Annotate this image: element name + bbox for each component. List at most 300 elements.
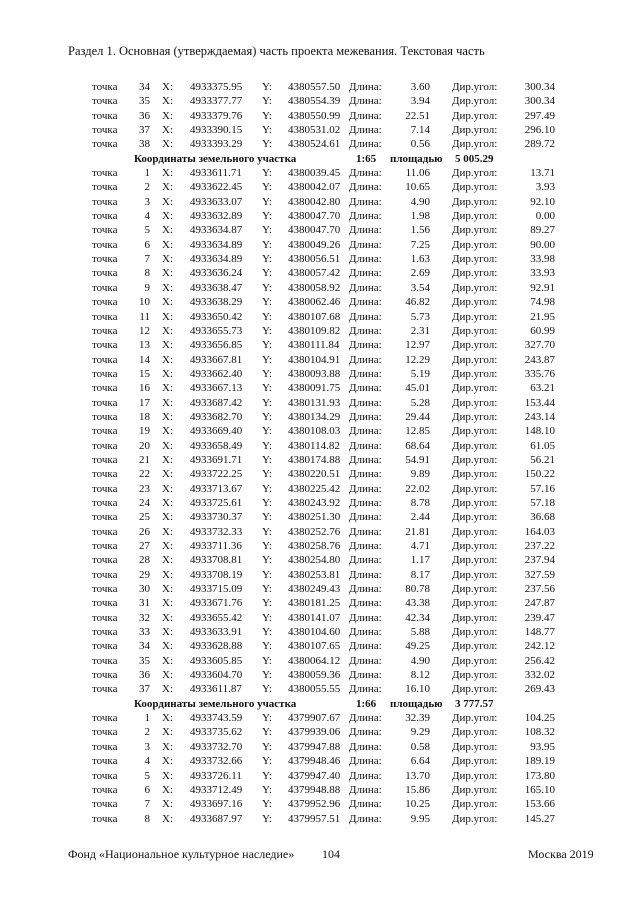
x-value: 4933611.71 xyxy=(190,167,242,180)
dir-angle-value: 21.95 xyxy=(530,310,555,323)
length-label: Длина: xyxy=(349,654,382,667)
y-label: Y: xyxy=(262,611,272,624)
y-value: 4380131.93 xyxy=(288,396,341,409)
dir-angle-label: Дир.угол: xyxy=(452,410,498,423)
point-number: 4 xyxy=(144,755,150,768)
length-label: Длина: xyxy=(349,740,382,753)
y-value: 4380557.50 xyxy=(288,81,341,93)
x-value: 4933669.40 xyxy=(190,425,243,438)
point-label: точка xyxy=(92,396,118,409)
length-value: 42.34 xyxy=(405,611,430,624)
length-value: 1.17 xyxy=(410,554,430,567)
point-label: точка xyxy=(92,755,118,768)
dir-angle-value: 61.05 xyxy=(530,439,555,452)
y-value: 4380042.07 xyxy=(288,181,341,194)
length-value: 5.73 xyxy=(410,310,430,323)
table-row xyxy=(0,381,628,395)
table-row xyxy=(0,812,628,826)
point-number: 31 xyxy=(139,597,150,610)
x-value: 4933628.88 xyxy=(190,640,243,653)
point-label: точка xyxy=(92,640,118,653)
length-label: Длина: xyxy=(349,726,382,739)
point-number: 19 xyxy=(139,425,150,438)
table-row xyxy=(0,123,628,137)
length-value: 0.56 xyxy=(410,138,430,151)
dir-angle-value: 93.95 xyxy=(530,740,555,753)
x-label: X: xyxy=(162,726,173,739)
length-value: 10.65 xyxy=(405,181,430,194)
y-value: 4380057.42 xyxy=(288,267,341,280)
point-label: точка xyxy=(92,195,118,208)
point-label: точка xyxy=(92,210,118,223)
y-label: Y: xyxy=(262,812,272,825)
dir-angle-value: 237.94 xyxy=(524,554,555,567)
dir-angle-value: 57.16 xyxy=(530,482,555,495)
table-row xyxy=(0,797,628,811)
point-number: 9 xyxy=(144,281,150,294)
length-value: 22.51 xyxy=(405,109,430,122)
point-label: точка xyxy=(92,124,118,137)
dir-angle-value: 92.10 xyxy=(530,195,555,208)
point-number: 23 xyxy=(139,482,150,495)
y-label: Y: xyxy=(262,439,272,452)
x-value: 4933732.66 xyxy=(190,755,243,768)
length-label: Длина: xyxy=(349,382,382,395)
y-label: Y: xyxy=(262,482,272,495)
point-label: точка xyxy=(92,267,118,280)
point-label: точка xyxy=(92,281,118,294)
point-label: точка xyxy=(92,367,118,380)
point-number: 24 xyxy=(139,496,150,509)
length-label: Длина: xyxy=(349,712,382,725)
x-label: X: xyxy=(162,439,173,452)
length-label: Длина: xyxy=(349,353,382,366)
y-label: Y: xyxy=(262,310,272,323)
y-label: Y: xyxy=(262,181,272,194)
table-row xyxy=(0,625,628,639)
length-label: Длина: xyxy=(349,167,382,180)
dir-angle-label: Дир.угол: xyxy=(452,726,498,739)
y-label: Y: xyxy=(262,124,272,137)
x-label: X: xyxy=(162,124,173,137)
dir-angle-label: Дир.угол: xyxy=(452,783,498,796)
y-label: Y: xyxy=(262,224,272,237)
table-row xyxy=(0,80,628,94)
dir-angle-label: Дир.угол: xyxy=(452,755,498,768)
y-value: 4380524.61 xyxy=(288,138,341,151)
dir-angle-label: Дир.угол: xyxy=(452,626,498,639)
x-value: 4933622.45 xyxy=(190,181,243,194)
dir-angle-label: Дир.угол: xyxy=(452,138,498,151)
table-row xyxy=(0,424,628,438)
table-row xyxy=(0,223,628,237)
dir-angle-value: 300.34 xyxy=(524,95,555,108)
point-label: точка xyxy=(92,310,118,323)
x-label: X: xyxy=(162,138,173,151)
dir-angle-value: 332.02 xyxy=(524,669,555,682)
x-value: 4933633.07 xyxy=(190,195,243,208)
x-label: X: xyxy=(162,640,173,653)
x-label: X: xyxy=(162,740,173,753)
parcel-section-header xyxy=(0,152,628,166)
point-label: точка xyxy=(92,95,118,108)
length-label: Длина: xyxy=(349,525,382,538)
length-label: Длина: xyxy=(349,540,382,552)
y-value: 4380091.75 xyxy=(288,382,341,395)
point-number: 34 xyxy=(139,640,150,653)
dir-angle-value: 57.18 xyxy=(530,496,555,509)
point-label: точка xyxy=(92,669,118,682)
table-row xyxy=(0,582,628,596)
point-label: точка xyxy=(92,568,118,581)
y-label: Y: xyxy=(262,669,272,682)
dir-angle-label: Дир.угол: xyxy=(452,238,498,251)
table-row xyxy=(0,238,628,252)
x-label: X: xyxy=(162,568,173,581)
x-label: X: xyxy=(162,281,173,294)
point-label: точка xyxy=(92,726,118,739)
x-value: 4933634.89 xyxy=(190,253,243,266)
point-label: точка xyxy=(92,654,118,667)
x-label: X: xyxy=(162,554,173,567)
footer-organization: Фонд «Национальное культурное наследие» xyxy=(68,847,295,861)
point-number: 34 xyxy=(139,81,150,93)
dir-angle-label: Дир.угол: xyxy=(452,554,498,567)
table-row xyxy=(0,295,628,309)
length-value: 80.78 xyxy=(405,583,430,596)
length-value: 3.54 xyxy=(410,281,430,294)
length-value: 4.90 xyxy=(410,195,430,208)
y-value: 4380056.51 xyxy=(288,253,341,266)
dir-angle-label: Дир.угол: xyxy=(452,281,498,294)
dir-angle-value: 150.22 xyxy=(524,468,555,481)
y-value: 4380039.45 xyxy=(288,167,341,180)
point-number: 1 xyxy=(144,712,150,725)
length-label: Длина: xyxy=(349,482,382,495)
length-value: 9.89 xyxy=(410,468,430,481)
table-row xyxy=(0,539,628,553)
point-label: точка xyxy=(92,439,118,452)
x-label: X: xyxy=(162,253,173,266)
length-label: Длина: xyxy=(349,109,382,122)
table-row xyxy=(0,209,628,223)
dir-angle-label: Дир.угол: xyxy=(452,525,498,538)
x-value: 4933708.81 xyxy=(190,554,243,567)
dir-angle-value: 296.10 xyxy=(524,124,555,137)
y-value: 4380055.55 xyxy=(288,683,341,696)
dir-angle-value: 89.27 xyxy=(530,224,555,237)
x-value: 4933611.87 xyxy=(190,683,242,696)
point-label: точка xyxy=(92,712,118,725)
x-value: 4933605.85 xyxy=(190,654,243,667)
x-value: 4933379.76 xyxy=(190,109,243,122)
y-label: Y: xyxy=(262,95,272,108)
dir-angle-label: Дир.угол: xyxy=(452,253,498,266)
y-label: Y: xyxy=(262,712,272,725)
dir-angle-value: 0.00 xyxy=(535,210,555,223)
x-value: 4933634.87 xyxy=(190,224,243,237)
dir-angle-label: Дир.угол: xyxy=(452,740,498,753)
y-label: Y: xyxy=(262,726,272,739)
point-number: 18 xyxy=(139,410,150,423)
section-scale: 1:66 xyxy=(356,697,377,710)
y-label: Y: xyxy=(262,554,272,567)
length-label: Длина: xyxy=(349,238,382,251)
length-label: Длина: xyxy=(349,396,382,409)
section-title: Координаты земельного участка xyxy=(134,152,297,165)
dir-angle-label: Дир.угол: xyxy=(452,109,498,122)
x-value: 4933730.37 xyxy=(190,511,243,524)
y-value: 4380114.82 xyxy=(288,439,340,452)
point-label: точка xyxy=(92,583,118,596)
x-value: 4933722.25 xyxy=(190,468,243,481)
x-value: 4933708.19 xyxy=(190,568,243,581)
x-value: 4933650.42 xyxy=(190,310,243,323)
length-label: Длина: xyxy=(349,611,382,624)
x-value: 4933713.67 xyxy=(190,482,243,495)
x-value: 4933667.13 xyxy=(190,382,243,395)
x-label: X: xyxy=(162,683,173,696)
dir-angle-label: Дир.угол: xyxy=(452,339,498,352)
y-value: 4379948.46 xyxy=(288,755,341,768)
dir-angle-value: 104.25 xyxy=(524,712,555,725)
length-value: 12.29 xyxy=(405,353,430,366)
point-label: точка xyxy=(92,453,118,466)
x-value: 4933671.76 xyxy=(190,597,243,610)
point-number: 38 xyxy=(139,138,150,151)
length-value: 2.44 xyxy=(410,511,430,524)
length-label: Длина: xyxy=(349,568,382,581)
y-label: Y: xyxy=(262,626,272,639)
x-value: 4933656.85 xyxy=(190,339,243,352)
dir-angle-value: 63.21 xyxy=(530,382,555,395)
dir-angle-value: 256.42 xyxy=(524,654,555,667)
dir-angle-value: 36.68 xyxy=(530,511,555,524)
x-label: X: xyxy=(162,410,173,423)
y-label: Y: xyxy=(262,468,272,481)
point-number: 36 xyxy=(139,669,150,682)
point-label: точка xyxy=(92,597,118,610)
length-value: 49.25 xyxy=(405,640,430,653)
dir-angle-value: 173.80 xyxy=(524,769,555,782)
page-header: Раздел 1. Основная (утверждаемая) часть проекта межевания. Текстовая часть xyxy=(68,44,485,58)
point-number: 7 xyxy=(144,798,150,811)
x-label: X: xyxy=(162,783,173,796)
y-label: Y: xyxy=(262,798,272,811)
length-value: 3.94 xyxy=(410,95,430,108)
point-number: 27 xyxy=(139,540,150,552)
point-number: 16 xyxy=(139,382,150,395)
length-value: 46.82 xyxy=(405,296,430,309)
table-row xyxy=(0,252,628,266)
y-label: Y: xyxy=(262,496,272,509)
length-label: Длина: xyxy=(349,453,382,466)
dir-angle-value: 335.76 xyxy=(524,367,555,380)
length-value: 45.01 xyxy=(405,382,430,395)
dir-angle-value: 247.87 xyxy=(524,597,555,610)
point-label: точка xyxy=(92,611,118,624)
length-label: Длина: xyxy=(349,511,382,524)
length-value: 43.38 xyxy=(405,597,430,610)
y-label: Y: xyxy=(262,511,272,524)
dir-angle-label: Дир.угол: xyxy=(452,167,498,180)
length-value: 4.71 xyxy=(410,540,430,552)
dir-angle-label: Дир.угол: xyxy=(452,267,498,280)
table-row xyxy=(0,439,628,453)
x-value: 4933732.70 xyxy=(190,740,243,753)
dir-angle-label: Дир.угол: xyxy=(452,540,498,552)
dir-angle-label: Дир.угол: xyxy=(452,798,498,811)
table-row xyxy=(0,410,628,424)
x-value: 4933715.09 xyxy=(190,583,243,596)
point-number: 33 xyxy=(139,626,150,639)
table-row xyxy=(0,338,628,352)
point-number: 29 xyxy=(139,568,150,581)
dir-angle-label: Дир.угол: xyxy=(452,496,498,509)
x-label: X: xyxy=(162,769,173,782)
dir-angle-label: Дир.угол: xyxy=(452,583,498,596)
length-label: Длина: xyxy=(349,124,382,137)
y-label: Y: xyxy=(262,425,272,438)
dir-angle-value: 189.19 xyxy=(524,755,555,768)
length-label: Длина: xyxy=(349,769,382,782)
x-value: 4933658.49 xyxy=(190,439,243,452)
x-label: X: xyxy=(162,109,173,122)
x-label: X: xyxy=(162,296,173,309)
dir-angle-label: Дир.угол: xyxy=(452,396,498,409)
dir-angle-value: 60.99 xyxy=(530,324,555,337)
point-label: точка xyxy=(92,339,118,352)
point-number: 15 xyxy=(139,367,150,380)
dir-angle-value: 92.91 xyxy=(530,281,555,294)
length-value: 8.12 xyxy=(410,669,430,682)
dir-angle-value: 90.00 xyxy=(530,238,555,251)
y-value: 4380059.36 xyxy=(288,669,341,682)
x-value: 4933712.49 xyxy=(190,783,243,796)
y-value: 4379947.88 xyxy=(288,740,341,753)
length-value: 12.85 xyxy=(405,425,430,438)
x-value: 4933687.42 xyxy=(190,396,243,409)
point-label: точка xyxy=(92,253,118,266)
y-value: 4380058.92 xyxy=(288,281,341,294)
y-value: 4380220.51 xyxy=(288,468,341,481)
x-value: 4933636.24 xyxy=(190,267,243,280)
x-value: 4933687.97 xyxy=(190,812,243,825)
point-number: 7 xyxy=(144,253,150,266)
dir-angle-label: Дир.угол: xyxy=(452,224,498,237)
table-row xyxy=(0,654,628,668)
dir-angle-value: 56.21 xyxy=(530,453,555,466)
length-label: Длина: xyxy=(349,640,382,653)
length-label: Длина: xyxy=(349,669,382,682)
point-label: точка xyxy=(92,683,118,696)
length-value: 13.70 xyxy=(405,769,430,782)
x-label: X: xyxy=(162,367,173,380)
y-label: Y: xyxy=(262,367,272,380)
point-label: точка xyxy=(92,525,118,538)
point-label: точка xyxy=(92,410,118,423)
length-label: Длина: xyxy=(349,367,382,380)
y-label: Y: xyxy=(262,324,272,337)
dir-angle-label: Дир.угол: xyxy=(452,353,498,366)
y-value: 4379952.96 xyxy=(288,798,341,811)
x-value: 4933667.81 xyxy=(190,353,243,366)
table-row xyxy=(0,353,628,367)
point-number: 26 xyxy=(139,525,150,538)
length-label: Длина: xyxy=(349,798,382,811)
section-area-value: 5 005.29 xyxy=(455,152,494,165)
x-label: X: xyxy=(162,540,173,552)
dir-angle-value: 108.32 xyxy=(524,726,555,739)
length-label: Длина: xyxy=(349,683,382,696)
x-label: X: xyxy=(162,712,173,725)
x-value: 4933390.15 xyxy=(190,124,243,137)
table-row xyxy=(0,754,628,768)
point-label: точка xyxy=(92,468,118,481)
dir-angle-value: 33.93 xyxy=(530,267,555,280)
y-value: 4380107.68 xyxy=(288,310,341,323)
length-label: Длина: xyxy=(349,425,382,438)
x-value: 4933377.77 xyxy=(190,95,243,108)
y-label: Y: xyxy=(262,783,272,796)
point-number: 12 xyxy=(139,324,150,337)
y-value: 4380109.82 xyxy=(288,324,341,337)
length-value: 9.95 xyxy=(410,812,430,825)
y-value: 4379948.88 xyxy=(288,783,341,796)
point-label: точка xyxy=(92,740,118,753)
length-value: 5.19 xyxy=(410,367,430,380)
dir-angle-value: 148.77 xyxy=(524,626,555,639)
x-label: X: xyxy=(162,224,173,237)
length-value: 6.64 xyxy=(410,755,430,768)
y-label: Y: xyxy=(262,740,272,753)
point-number: 14 xyxy=(139,353,150,366)
x-label: X: xyxy=(162,210,173,223)
dir-angle-label: Дир.угол: xyxy=(452,95,498,108)
y-label: Y: xyxy=(262,583,272,596)
x-label: X: xyxy=(162,81,173,93)
section-area-label: площадью xyxy=(390,697,443,710)
section-title: Координаты земельного участка xyxy=(134,697,297,710)
x-label: X: xyxy=(162,95,173,108)
point-label: точка xyxy=(92,238,118,251)
length-value: 10.25 xyxy=(405,798,430,811)
dir-angle-label: Дир.угол: xyxy=(452,453,498,466)
dir-angle-value: 289.72 xyxy=(524,138,555,151)
y-value: 4380554.39 xyxy=(288,95,341,108)
point-number: 11 xyxy=(139,310,150,323)
length-label: Длина: xyxy=(349,281,382,294)
point-number: 21 xyxy=(139,453,150,466)
x-label: X: xyxy=(162,755,173,768)
dir-angle-label: Дир.угол: xyxy=(452,324,498,337)
point-number: 8 xyxy=(144,267,150,280)
length-value: 15.86 xyxy=(405,783,430,796)
length-label: Длина: xyxy=(349,597,382,610)
y-value: 4380104.60 xyxy=(288,626,341,639)
x-label: X: xyxy=(162,798,173,811)
x-value: 4933726.11 xyxy=(190,769,242,782)
dir-angle-value: 164.03 xyxy=(524,525,555,538)
length-label: Длина: xyxy=(349,439,382,452)
table-row xyxy=(0,611,628,625)
dir-angle-label: Дир.угол: xyxy=(452,367,498,380)
y-label: Y: xyxy=(262,382,272,395)
point-label: точка xyxy=(92,540,118,552)
dir-angle-label: Дир.угол: xyxy=(452,669,498,682)
point-label: точка xyxy=(92,296,118,309)
dir-angle-label: Дир.угол: xyxy=(452,683,498,696)
